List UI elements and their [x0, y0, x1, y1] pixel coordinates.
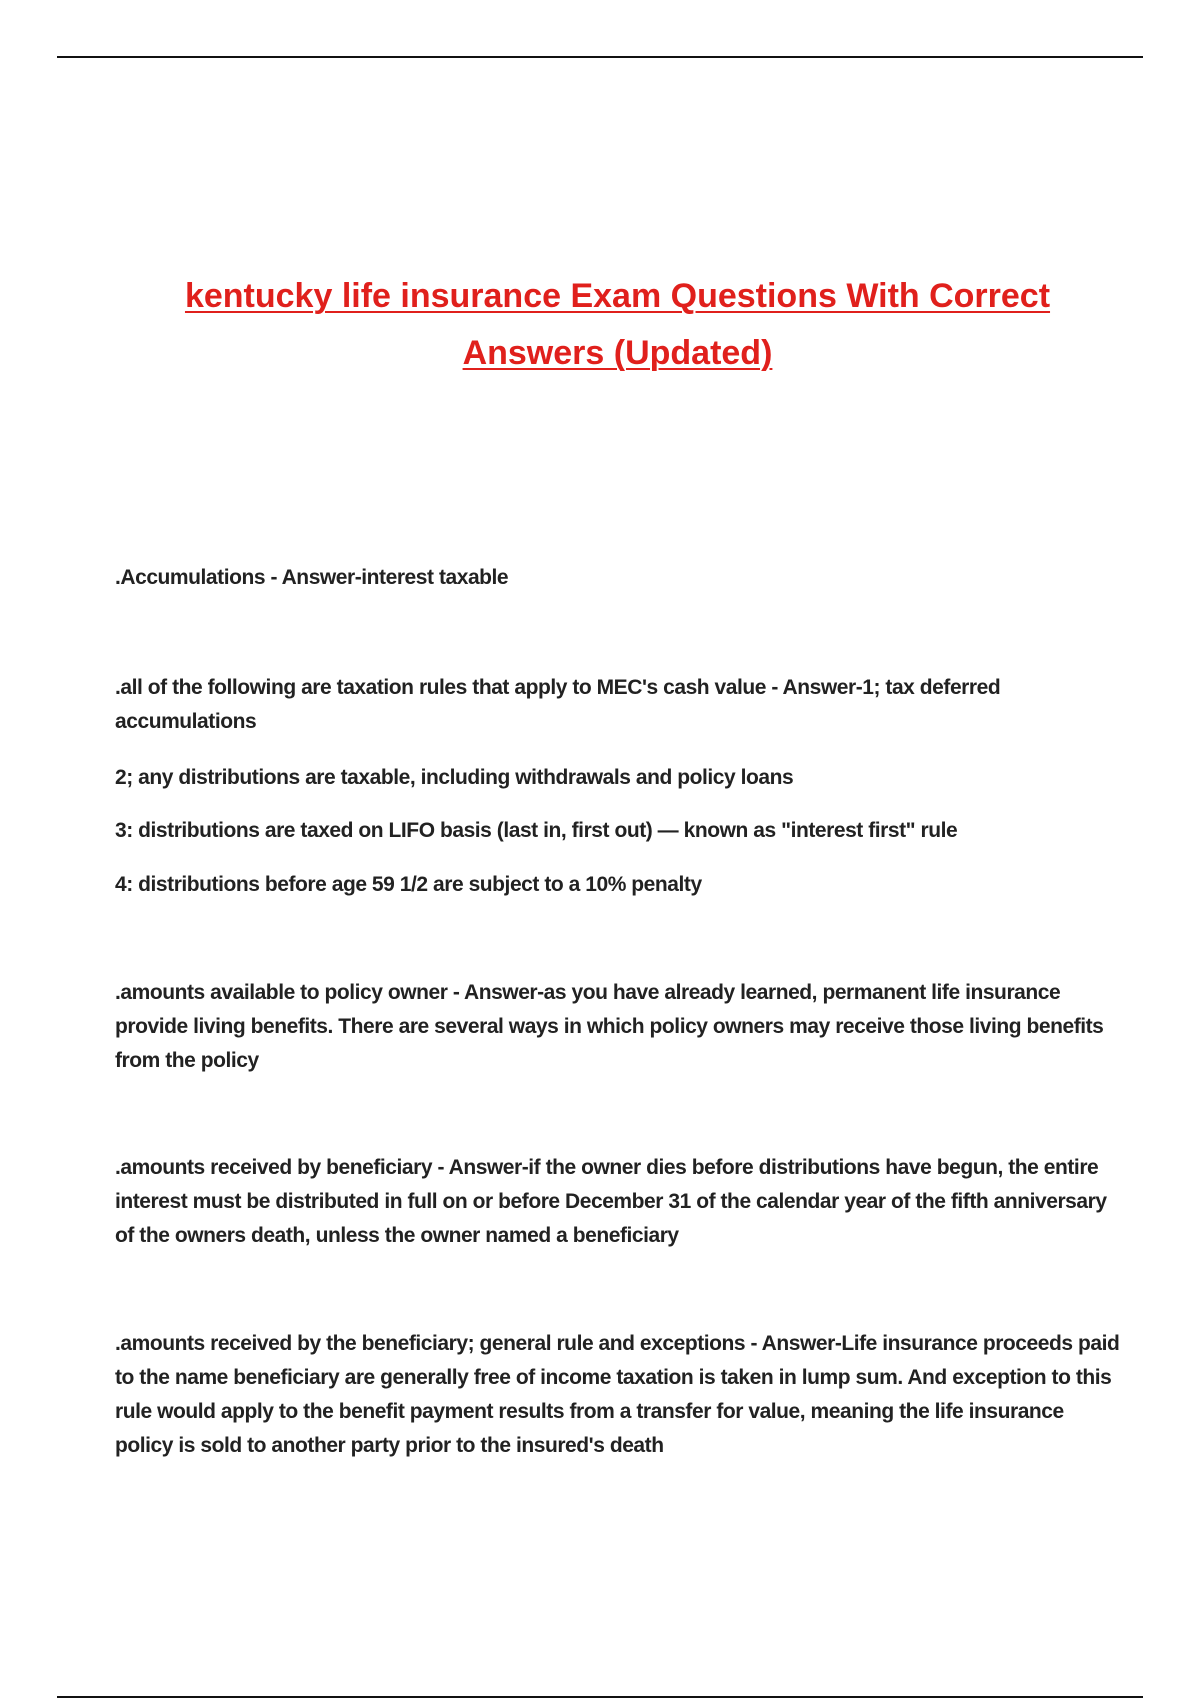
qa-mec-rule-2: 2; any distributions are taxable, including withdrawals and policy loans [115, 766, 794, 789]
footer-rule [57, 1696, 1143, 1698]
header-rule [57, 56, 1143, 58]
qa-mec-rule-3: 3: distributions are taxed on LIFO basis (last in, first out) — known as "interest first" rule [115, 819, 958, 842]
document-title: kentucky life insurance Exam Questions With Correct Answers (Updated) [184, 277, 1051, 372]
qa-mec-rule-4: 4: distributions before age 59 1/2 are subject to a 10% penalty [115, 873, 702, 896]
qa-amounts-received-by-beneficiary: .amounts received by beneficiary - Answer-if the owner dies before distributions have begun, the entire interest must be distributed in full on or before December 31 of the calendar year of the fifth anniversary of the owners death, unless the owner named a beneficiary [115, 1156, 1107, 1247]
qa-accumulations: .Accumulations - Answer-interest taxable [115, 566, 509, 589]
qa-amounts-available-to-owner: .amounts available to policy owner - Answer-as you have already learned, permanent life insurance provide living benefits. There are several ways in which policy owners may receive those living benefits from the policy [115, 981, 1104, 1072]
qa-beneficiary-general-rule: .amounts received by the beneficiary; general rule and exceptions - Answer-Life insurance proceeds paid to the name beneficiary are generally free of income taxation is taken in lump sum. And exception to this rule would apply to the benefit payment results from a transfer for value, meaning the life insurance policy is sold to another party prior to the insured's death [115, 1332, 1120, 1457]
qa-mec-taxation-rules: .all of the following are taxation rules that apply to MEC's cash value - Answer-1; tax deferred accumulations [115, 676, 1001, 733]
